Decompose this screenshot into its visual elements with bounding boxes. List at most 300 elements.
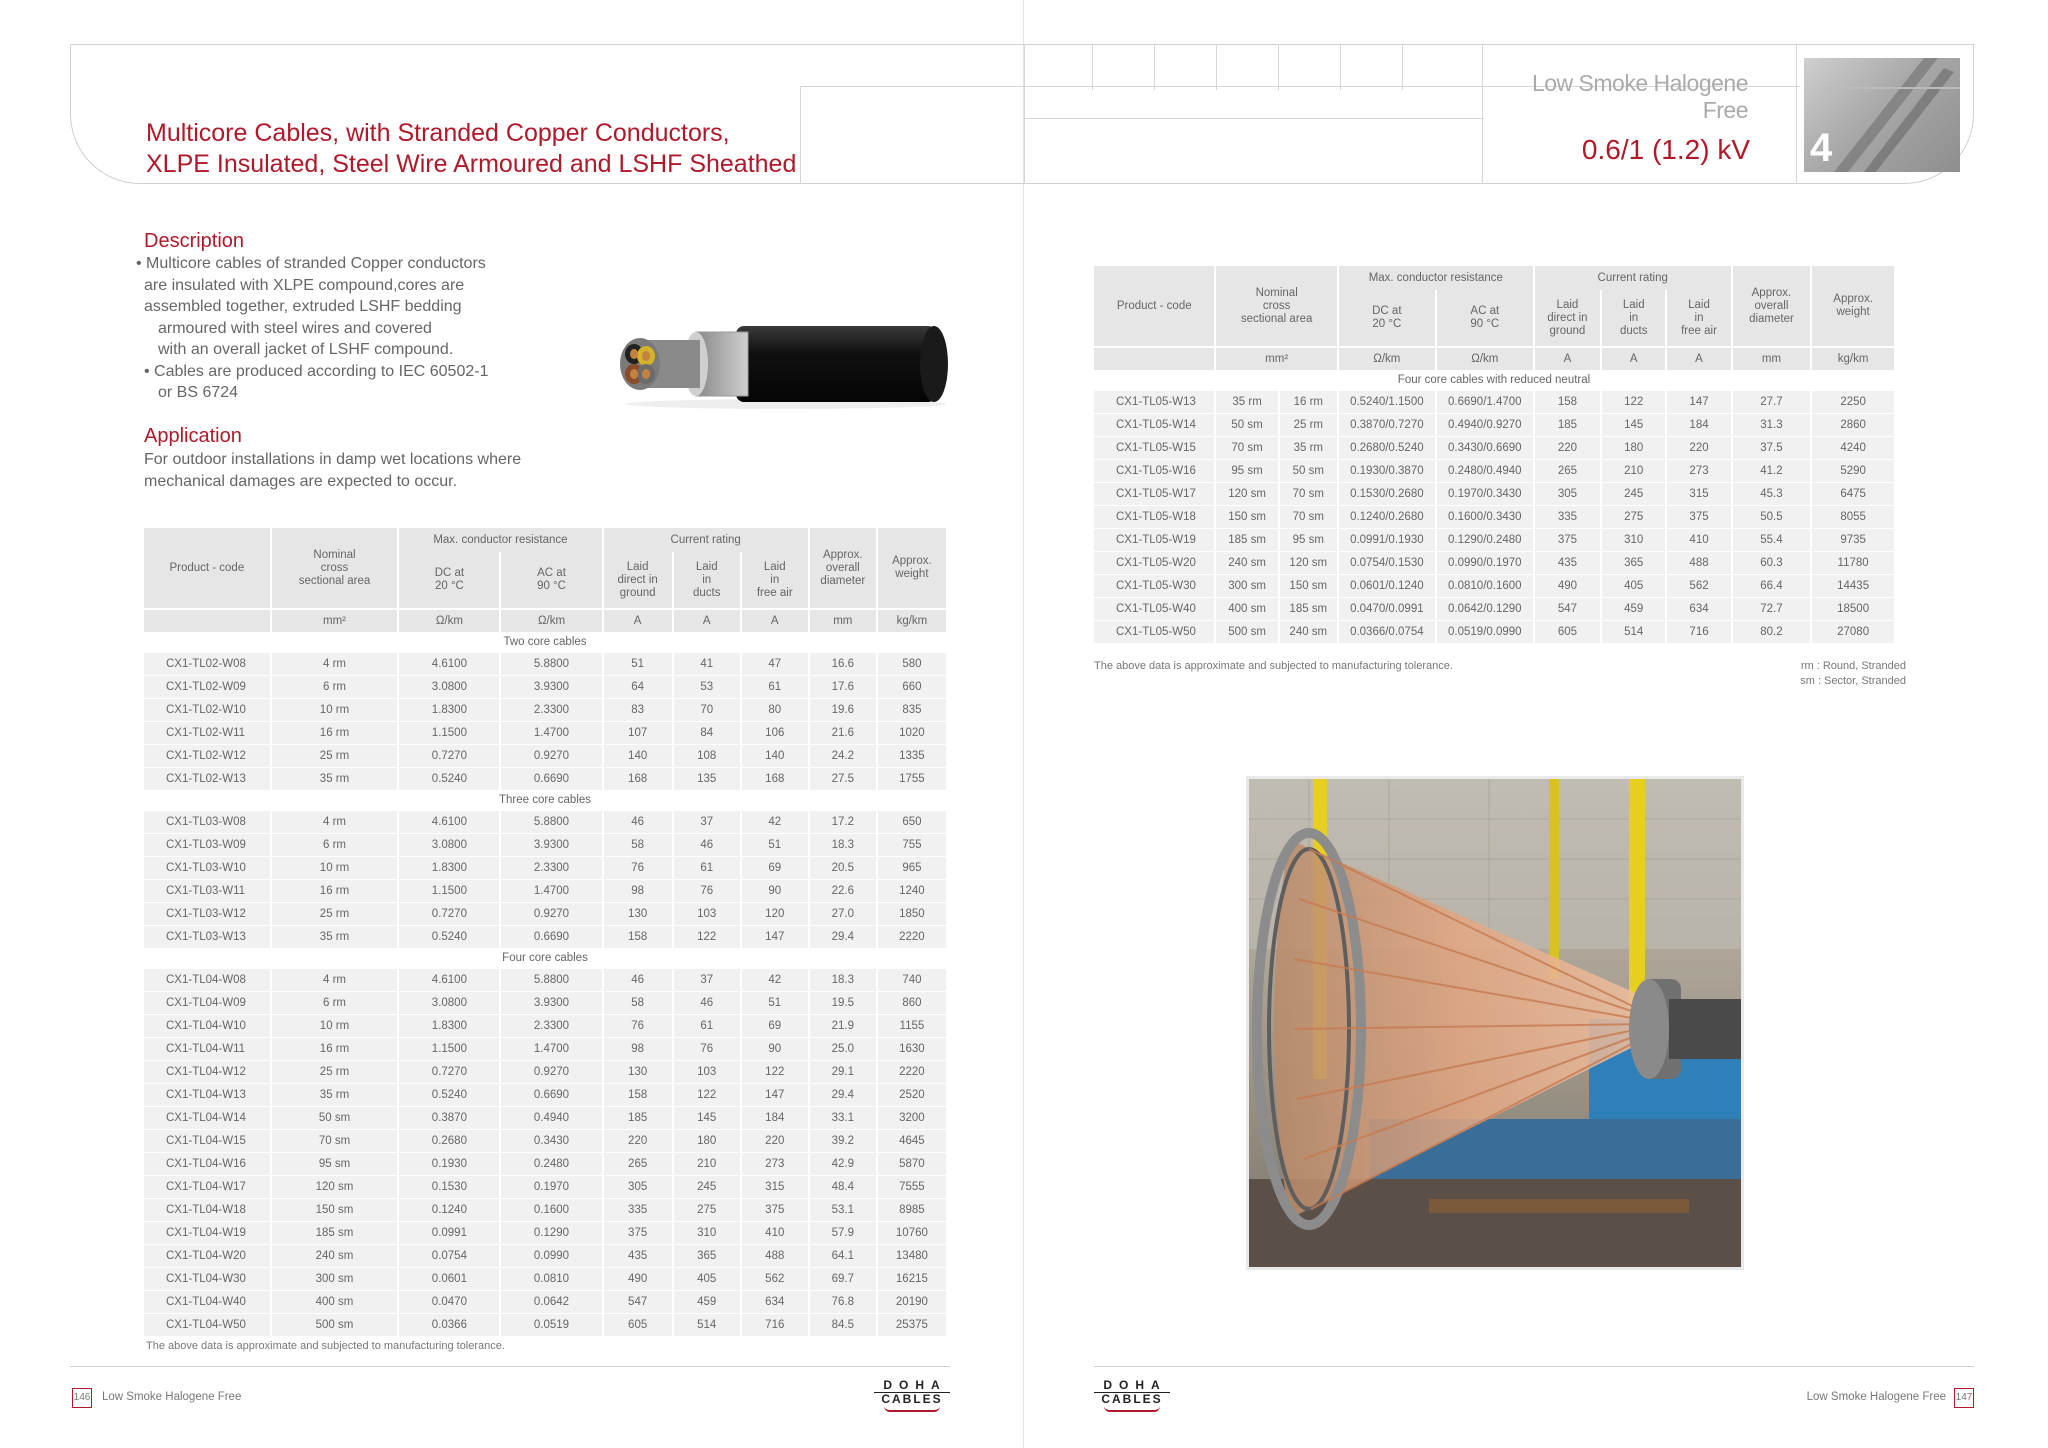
table-cell: 835 (878, 698, 946, 721)
table-cell: 245 (1602, 482, 1665, 505)
table-cell: 168 (604, 767, 672, 790)
table-cell: 19.5 (810, 991, 876, 1014)
unit-cell: mm² (272, 608, 398, 632)
unit-cell: mm (1733, 346, 1811, 370)
table-cell: 0.0601/0.1240 (1339, 574, 1435, 597)
table-cell: 69.7 (810, 1267, 876, 1290)
table-cell: 53.1 (810, 1198, 876, 1221)
table-cell: 375 (1535, 528, 1600, 551)
table-row (144, 698, 946, 721)
table-cell: 5290 (1812, 459, 1894, 482)
product-code-cell: CX1-TL04-W12 (144, 1060, 270, 1083)
table-row (144, 721, 946, 744)
table-cell: 147 (742, 925, 808, 948)
table-cell: 48.4 (810, 1175, 876, 1198)
table-cell: 35 rm (272, 767, 398, 790)
table-cell: 24.2 (810, 744, 876, 767)
product-code-cell: CX1-TL05-W16 (1094, 459, 1214, 482)
table-cell: 400 sm (272, 1290, 398, 1313)
table-row (144, 1244, 946, 1267)
col-diameter: Approx. overall diameter (1733, 266, 1811, 346)
table-cell: 25 rm (272, 744, 398, 767)
table-cell: 50 sm (1280, 459, 1337, 482)
table-cell: 70 sm (1216, 436, 1277, 459)
table-cell: 4 rm (272, 968, 398, 991)
table-cell: 80 (742, 698, 808, 721)
table-cell: 0.1530 (399, 1175, 499, 1198)
table-cell: 220 (604, 1129, 672, 1152)
table-cell: 410 (1667, 528, 1730, 551)
page-number-left: 146 (72, 1388, 92, 1408)
table-cell: 98 (604, 879, 672, 902)
table-cell: 90 (742, 1037, 808, 1060)
page-title: Multicore Cables, with Stranded Copper Conductors, XLPE Insulated, Steel Wire Armoured and LSHF Sheathed (146, 119, 797, 178)
table-cell: 740 (878, 968, 946, 991)
table-row (144, 675, 946, 698)
table-cell: 220 (1667, 436, 1730, 459)
table-cell: 25.0 (810, 1037, 876, 1060)
table-cell: 60.3 (1733, 551, 1811, 574)
table-cell: 365 (1602, 551, 1665, 574)
table-cell: 310 (674, 1221, 740, 1244)
table-row (144, 968, 946, 991)
table-cell: 755 (878, 833, 946, 856)
table-cell: 184 (1667, 413, 1730, 436)
table-cell: 459 (1602, 597, 1665, 620)
table-cell: 0.1290 (501, 1221, 601, 1244)
description-heading: Description (144, 230, 245, 252)
table-cell: 61 (674, 1014, 740, 1037)
group-label-row (1094, 370, 1894, 390)
table-cell: 0.1970/0.3430 (1437, 482, 1533, 505)
table-cell: 27.7 (1733, 390, 1811, 413)
table-cell: 0.0990 (501, 1244, 601, 1267)
table-cell: 42 (742, 968, 808, 991)
table-cell: 16 rm (272, 1037, 398, 1060)
col-ac: AC at 90 °C (501, 552, 601, 608)
table-cell: 0.6690 (501, 1083, 601, 1106)
table-cell: 0.0470 (399, 1290, 499, 1313)
col-current-rating: Current rating (604, 528, 808, 552)
table-cell: 25 rm (272, 1060, 398, 1083)
table-cell: 310 (1602, 528, 1665, 551)
table-cell: 0.1600/0.3430 (1437, 505, 1533, 528)
table-cell: 16 rm (272, 879, 398, 902)
page-number-right: 147 (1954, 1388, 1974, 1408)
table-cell: 35 rm (1280, 436, 1337, 459)
table-cell: 0.7270 (399, 744, 499, 767)
table-cell: 158 (604, 1083, 672, 1106)
table-cell: 10 rm (272, 1014, 398, 1037)
table-row (144, 1313, 946, 1336)
table-cell: 405 (1602, 574, 1665, 597)
table-cell: 120 sm (272, 1175, 398, 1198)
table-cell: 265 (1535, 459, 1600, 482)
unit-cell: kg/km (878, 608, 946, 632)
table-cell: 490 (604, 1267, 672, 1290)
table-cell: 0.0519/0.0990 (1437, 620, 1533, 643)
header-divider (1154, 44, 1155, 90)
table-row (144, 1198, 946, 1221)
footer-rule (1094, 1366, 1974, 1367)
table-row (144, 1037, 946, 1060)
table-cell: 4645 (878, 1129, 946, 1152)
table-cell: 20.5 (810, 856, 876, 879)
table-row (1094, 482, 1894, 505)
table-cell: 184 (742, 1106, 808, 1129)
table-cell: 122 (1602, 390, 1665, 413)
table-cell: 6475 (1812, 482, 1894, 505)
table-cell: 140 (742, 744, 808, 767)
product-code-cell: CX1-TL02-W10 (144, 698, 270, 721)
product-code-cell: CX1-TL04-W40 (144, 1290, 270, 1313)
col-diameter: Approx. overall diameter (810, 528, 876, 608)
table-cell: 1.8300 (399, 856, 499, 879)
table-cell: 150 sm (1280, 574, 1337, 597)
table-cell: 145 (674, 1106, 740, 1129)
table-cell: 2860 (1812, 413, 1894, 436)
table-cell: 122 (674, 1083, 740, 1106)
table-cell: 6 rm (272, 675, 398, 698)
product-code-cell: CX1-TL04-W10 (144, 1014, 270, 1037)
product-code-cell: CX1-TL04-W14 (144, 1106, 270, 1129)
table-cell: 25 rm (272, 902, 398, 925)
table-cell: 147 (1667, 390, 1730, 413)
unit-cell: Ω/km (1437, 346, 1533, 370)
table-cell: 72.7 (1733, 597, 1811, 620)
col-laid-ducts: Laid in ducts (1602, 290, 1665, 346)
unit-cell: mm² (1216, 346, 1336, 370)
table-cell: 0.6690 (501, 767, 601, 790)
table-cell: 80.2 (1733, 620, 1811, 643)
table-cell: 150 sm (272, 1198, 398, 1221)
table-row (144, 1106, 946, 1129)
product-code-cell: CX1-TL04-W19 (144, 1221, 270, 1244)
table-cell: 1.8300 (399, 698, 499, 721)
table-cell: 76 (674, 879, 740, 902)
table-cell: 35 rm (272, 1083, 398, 1106)
table-cell: 0.3430/0.6690 (1437, 436, 1533, 459)
group-label-row (144, 790, 946, 810)
header-divider (1216, 44, 1217, 90)
page-fold (1023, 0, 1024, 1448)
table-cell: 547 (1535, 597, 1600, 620)
col-product-code: Product - code (1094, 266, 1214, 346)
table-cell: 185 (604, 1106, 672, 1129)
description-text: • Multicore cables of stranded Copper conductors are insulated with XLPE compound,cores are assembled together, extruded LSHF bedding armoured with steel wires and covered with an overall jacket of LSHF compound. • Cables are produced according to IEC 60502-1 or BS 6724 (136, 255, 489, 401)
table-cell: 35 rm (272, 925, 398, 948)
product-code-cell: CX1-TL04-W18 (144, 1198, 270, 1221)
table-cell: 57.9 (810, 1221, 876, 1244)
table-cell: 64.1 (810, 1244, 876, 1267)
table-cell: 0.5240 (399, 925, 499, 948)
table-row (144, 744, 946, 767)
table-cell: 0.7270 (399, 902, 499, 925)
legend-sm: sm : Sector, Stranded (1800, 675, 1906, 687)
table-cell: 13480 (878, 1244, 946, 1267)
table-cell: 0.0990/0.1970 (1437, 551, 1533, 574)
table-cell: 0.0366 (399, 1313, 499, 1336)
col-weight: Approx. weight (1812, 266, 1894, 346)
table-cell: 70 sm (1280, 505, 1337, 528)
table-cell: 1.8300 (399, 1014, 499, 1037)
table-cell: 17.2 (810, 810, 876, 833)
table-cell: 168 (742, 767, 808, 790)
product-code-cell: CX1-TL03-W13 (144, 925, 270, 948)
table-cell: 0.0754 (399, 1244, 499, 1267)
table-cell: 0.0519 (501, 1313, 601, 1336)
table-cell: 0.0991 (399, 1221, 499, 1244)
product-code-cell: CX1-TL05-W18 (1094, 505, 1214, 528)
col-nominal-area: Nominal cross sectional area (1216, 266, 1336, 346)
table-cell: 0.1930/0.3870 (1339, 459, 1435, 482)
table-cell: 19.6 (810, 698, 876, 721)
table-cell: 273 (742, 1152, 808, 1175)
table-cell: 240 sm (272, 1244, 398, 1267)
table-cell: 1.1500 (399, 1037, 499, 1060)
table-cell: 140 (604, 744, 672, 767)
product-code-cell: CX1-TL02-W09 (144, 675, 270, 698)
table-cell: 47 (742, 652, 808, 675)
footer-rule (70, 1366, 950, 1367)
product-code-cell: CX1-TL05-W15 (1094, 436, 1214, 459)
table-cell: 66.4 (1733, 574, 1811, 597)
table-cell: 18500 (1812, 597, 1894, 620)
table-cell: 860 (878, 991, 946, 1014)
product-code-cell: CX1-TL02-W11 (144, 721, 270, 744)
product-code-cell: CX1-TL05-W13 (1094, 390, 1214, 413)
table-cell: 547 (604, 1290, 672, 1313)
table-cell: 3.9300 (501, 675, 601, 698)
table-cell: 0.0366/0.0754 (1339, 620, 1435, 643)
table-cell: 46 (674, 991, 740, 1014)
table-cell: 45.3 (1733, 482, 1811, 505)
table-cell: 1.4700 (501, 1037, 601, 1060)
table-cell: 147 (742, 1083, 808, 1106)
table-cell: 95 sm (1216, 459, 1277, 482)
table-cell: 1.1500 (399, 721, 499, 744)
product-code-cell: CX1-TL04-W16 (144, 1152, 270, 1175)
table-cell: 716 (1667, 620, 1730, 643)
table-cell: 107 (604, 721, 672, 744)
table-cell: 0.3870 (399, 1106, 499, 1129)
table-cell: 29.4 (810, 1083, 876, 1106)
table-cell: 0.0642/0.1290 (1437, 597, 1533, 620)
table-cell: 0.5240 (399, 767, 499, 790)
table-cell: 435 (1535, 551, 1600, 574)
table-cell: 39.2 (810, 1129, 876, 1152)
table-cell: 6 rm (272, 991, 398, 1014)
table-cell: 46 (604, 810, 672, 833)
header-divider (1024, 44, 1025, 184)
table-cell: 76 (674, 1037, 740, 1060)
group-label: Three core cables (144, 790, 946, 810)
table-cell: 1.4700 (501, 879, 601, 902)
table-cell: 275 (1602, 505, 1665, 528)
product-code-cell: CX1-TL03-W08 (144, 810, 270, 833)
product-code-cell: CX1-TL03-W10 (144, 856, 270, 879)
table-cell: 580 (878, 652, 946, 675)
table-cell: 76 (604, 856, 672, 879)
product-code-cell: CX1-TL05-W19 (1094, 528, 1214, 551)
table-cell: 305 (1535, 482, 1600, 505)
table-cell: 51 (742, 833, 808, 856)
table-cell: 375 (604, 1221, 672, 1244)
col-max-resistance: Max. conductor resistance (1339, 266, 1533, 290)
product-code-cell: CX1-TL05-W30 (1094, 574, 1214, 597)
table-cell: 1240 (878, 879, 946, 902)
table-cell: 605 (604, 1313, 672, 1336)
table-cell: 410 (742, 1221, 808, 1244)
table-cell: 4.6100 (399, 810, 499, 833)
col-laid-air: Laid in free air (1667, 290, 1730, 346)
table-cell: 210 (1602, 459, 1665, 482)
table-cell: 14435 (1812, 574, 1894, 597)
table-cell: 0.1240/0.2680 (1339, 505, 1435, 528)
table-cell: 2.3300 (501, 856, 601, 879)
table-cell: 70 sm (272, 1129, 398, 1152)
table-row (144, 810, 946, 833)
table-cell: 300 sm (272, 1267, 398, 1290)
table-cell: 31.3 (1733, 413, 1811, 436)
table-cell: 4.6100 (399, 652, 499, 675)
table-cell: 459 (674, 1290, 740, 1313)
table-cell: 4 rm (272, 652, 398, 675)
table-cell: 5.8800 (501, 968, 601, 991)
tolerance-note-right: The above data is approximate and subjected to manufacturing tolerance. (1094, 660, 1453, 672)
table-cell: 95 sm (272, 1152, 398, 1175)
table-cell: 0.2680 (399, 1129, 499, 1152)
col-laid-ducts: Laid in ducts (674, 552, 740, 608)
header-divider (1092, 44, 1093, 90)
table-cell: 180 (1602, 436, 1665, 459)
table-cell: 41 (674, 652, 740, 675)
header-divider (1402, 44, 1403, 90)
col-laid-air: Laid in free air (742, 552, 808, 608)
table-cell: 120 (742, 902, 808, 925)
table-cell: 84.5 (810, 1313, 876, 1336)
table-cell: 103 (674, 1060, 740, 1083)
table-cell: 58 (604, 833, 672, 856)
product-code-cell: CX1-TL04-W30 (144, 1267, 270, 1290)
table-row (1094, 413, 1894, 436)
product-code-cell: CX1-TL04-W50 (144, 1313, 270, 1336)
table-row (144, 1267, 946, 1290)
table-cell: 0.1240 (399, 1198, 499, 1221)
table-cell: 70 sm (1280, 482, 1337, 505)
table-cell: 70 (674, 698, 740, 721)
table-cell: 0.2480 (501, 1152, 601, 1175)
table-cell: 50 sm (1216, 413, 1277, 436)
table-cell: 3.0800 (399, 675, 499, 698)
table-cell: 0.9270 (501, 744, 601, 767)
table-cell: 305 (604, 1175, 672, 1198)
table-row (144, 1152, 946, 1175)
table-row (144, 925, 946, 948)
product-code-cell: CX1-TL04-W09 (144, 991, 270, 1014)
unit-cell: A (674, 608, 740, 632)
table-cell: 46 (604, 968, 672, 991)
table-cell: 4 rm (272, 810, 398, 833)
table-cell: 18.3 (810, 968, 876, 991)
table-cell: 335 (1535, 505, 1600, 528)
table-cell: 27080 (1812, 620, 1894, 643)
table-cell: 76.8 (810, 1290, 876, 1313)
table-row (144, 1060, 946, 1083)
table-cell: 20190 (878, 1290, 946, 1313)
table-cell: 185 sm (1280, 597, 1337, 620)
spec-table-right (1092, 266, 1896, 643)
product-code-cell: CX1-TL03-W09 (144, 833, 270, 856)
table-cell: 21.9 (810, 1014, 876, 1037)
table-cell: 273 (1667, 459, 1730, 482)
table-cell: 500 sm (272, 1313, 398, 1336)
table-cell: 634 (1667, 597, 1730, 620)
table-row (144, 879, 946, 902)
table-cell: 5.8800 (501, 652, 601, 675)
table-cell: 42.9 (810, 1152, 876, 1175)
table-cell: 185 sm (1216, 528, 1277, 551)
table-cell: 158 (1535, 390, 1600, 413)
header-divider (1482, 44, 1483, 184)
table-cell: 0.0601 (399, 1267, 499, 1290)
table-cell: 10 rm (272, 856, 398, 879)
table-cell: 1.1500 (399, 879, 499, 902)
table-cell: 1.4700 (501, 721, 601, 744)
table-cell: 29.4 (810, 925, 876, 948)
product-code-cell: CX1-TL04-W17 (144, 1175, 270, 1198)
table-cell: 265 (604, 1152, 672, 1175)
table-cell: 25 rm (1280, 413, 1337, 436)
table-row (144, 1221, 946, 1244)
table-cell: 16.6 (810, 652, 876, 675)
table-row (144, 833, 946, 856)
table-cell: 488 (1667, 551, 1730, 574)
table-row (1094, 574, 1894, 597)
table-row (144, 767, 946, 790)
table-cell: 185 (1535, 413, 1600, 436)
table-row (1094, 390, 1894, 413)
table-cell: 3.0800 (399, 833, 499, 856)
table-cell: 0.0810/0.1600 (1437, 574, 1533, 597)
table-cell: 158 (604, 925, 672, 948)
table-cell: 605 (1535, 620, 1600, 643)
table-cell: 103 (674, 902, 740, 925)
product-code-cell: CX1-TL02-W13 (144, 767, 270, 790)
table-cell: 0.4940/0.9270 (1437, 413, 1533, 436)
header-divider (1796, 44, 1797, 184)
table-cell: 220 (1535, 436, 1600, 459)
table-row (144, 1083, 946, 1106)
table-cell: 0.2680/0.5240 (1339, 436, 1435, 459)
table-cell: 315 (742, 1175, 808, 1198)
header-divider (1024, 118, 1484, 119)
col-product-code: Product - code (144, 528, 270, 608)
table-cell: 3200 (878, 1106, 946, 1129)
table-cell: 0.0991/0.1930 (1339, 528, 1435, 551)
table-cell: 120 sm (1216, 482, 1277, 505)
table-cell: 275 (674, 1198, 740, 1221)
product-code-cell: CX1-TL02-W12 (144, 744, 270, 767)
table-cell: 35 rm (1216, 390, 1277, 413)
table-cell: 41.2 (1733, 459, 1811, 482)
table-cell: 435 (604, 1244, 672, 1267)
table-cell: 0.5240/1.1500 (1339, 390, 1435, 413)
table-cell: 130 (604, 1060, 672, 1083)
table-cell: 245 (674, 1175, 740, 1198)
table-cell: 0.6690/1.4700 (1437, 390, 1533, 413)
factory-photo (1246, 776, 1744, 1270)
